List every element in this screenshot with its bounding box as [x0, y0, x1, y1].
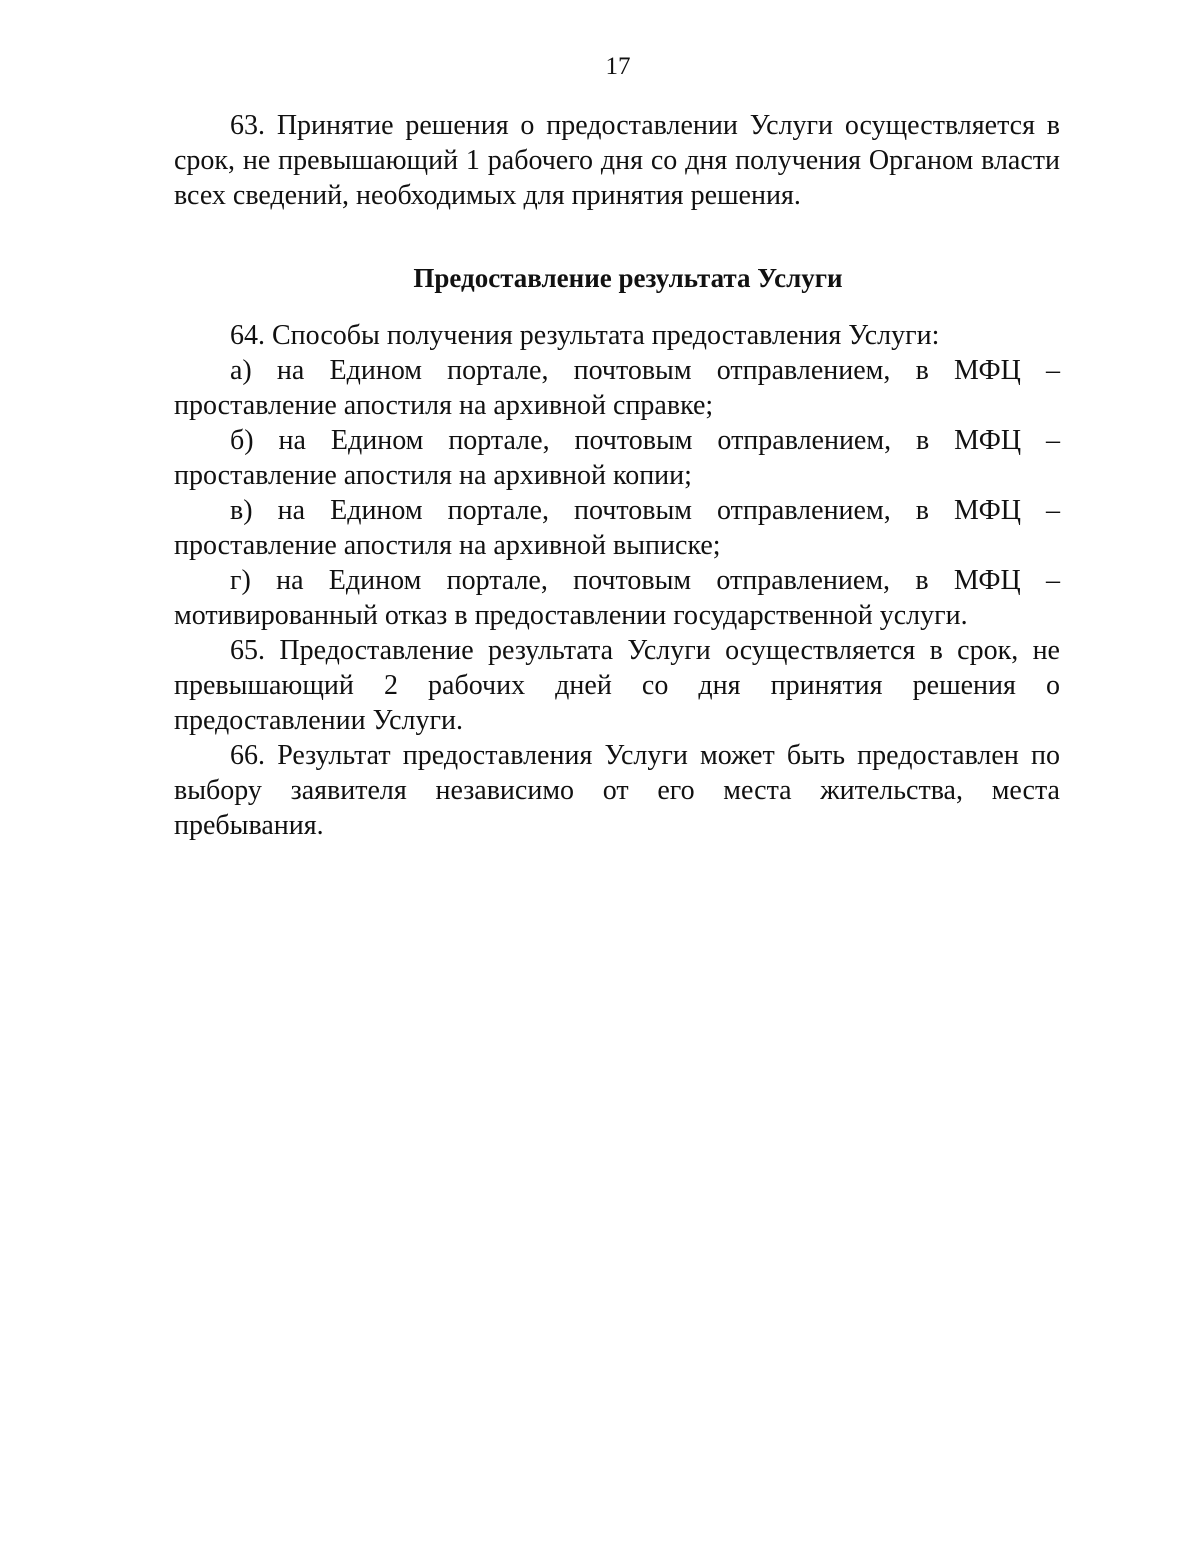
- document-body: [174, 108, 1060, 843]
- section-heading: Предоставление результата Услуги: [413, 263, 843, 293]
- paragraph-64: 64. Способы получения результата предоставления Услуги:: [230, 320, 940, 351]
- paragraph-65: 65. Предоставление результата Услуги осуществляется в срок, не превышающий 2 рабочих дней со дня принятия решения о предоставлении Услуги.: [174, 635, 1060, 736]
- list-item-b: б) на Едином портале, почтовым отправлением, в МФЦ – проставление апостиля на архивной копии;: [174, 425, 1060, 491]
- list-item-a: а) на Едином портале, почтовым отправлением, в МФЦ – проставление апостиля на архивной справке;: [174, 355, 1060, 421]
- paragraph-63: 63. Принятие решения о предоставлении Услуги осуществляется в срок, не превышающий 1 рабочего дня со дня получения Органом власти всех сведений, необходимых для принятия решения.: [174, 110, 1060, 211]
- page-number: 17: [605, 53, 631, 80]
- list-item-v: в) на Едином портале, почтовым отправлением, в МФЦ – проставление апостиля на архивной выписке;: [174, 495, 1060, 561]
- paragraph-66: 66. Результат предоставления Услуги может быть предоставлен по выбору заявителя независимо от его места жительства, места пребывания.: [174, 740, 1060, 841]
- list-item-g: г) на Едином портале, почтовым отправлением, в МФЦ – мотивированный отказ в предоставлении государственной услуги.: [174, 565, 1060, 631]
